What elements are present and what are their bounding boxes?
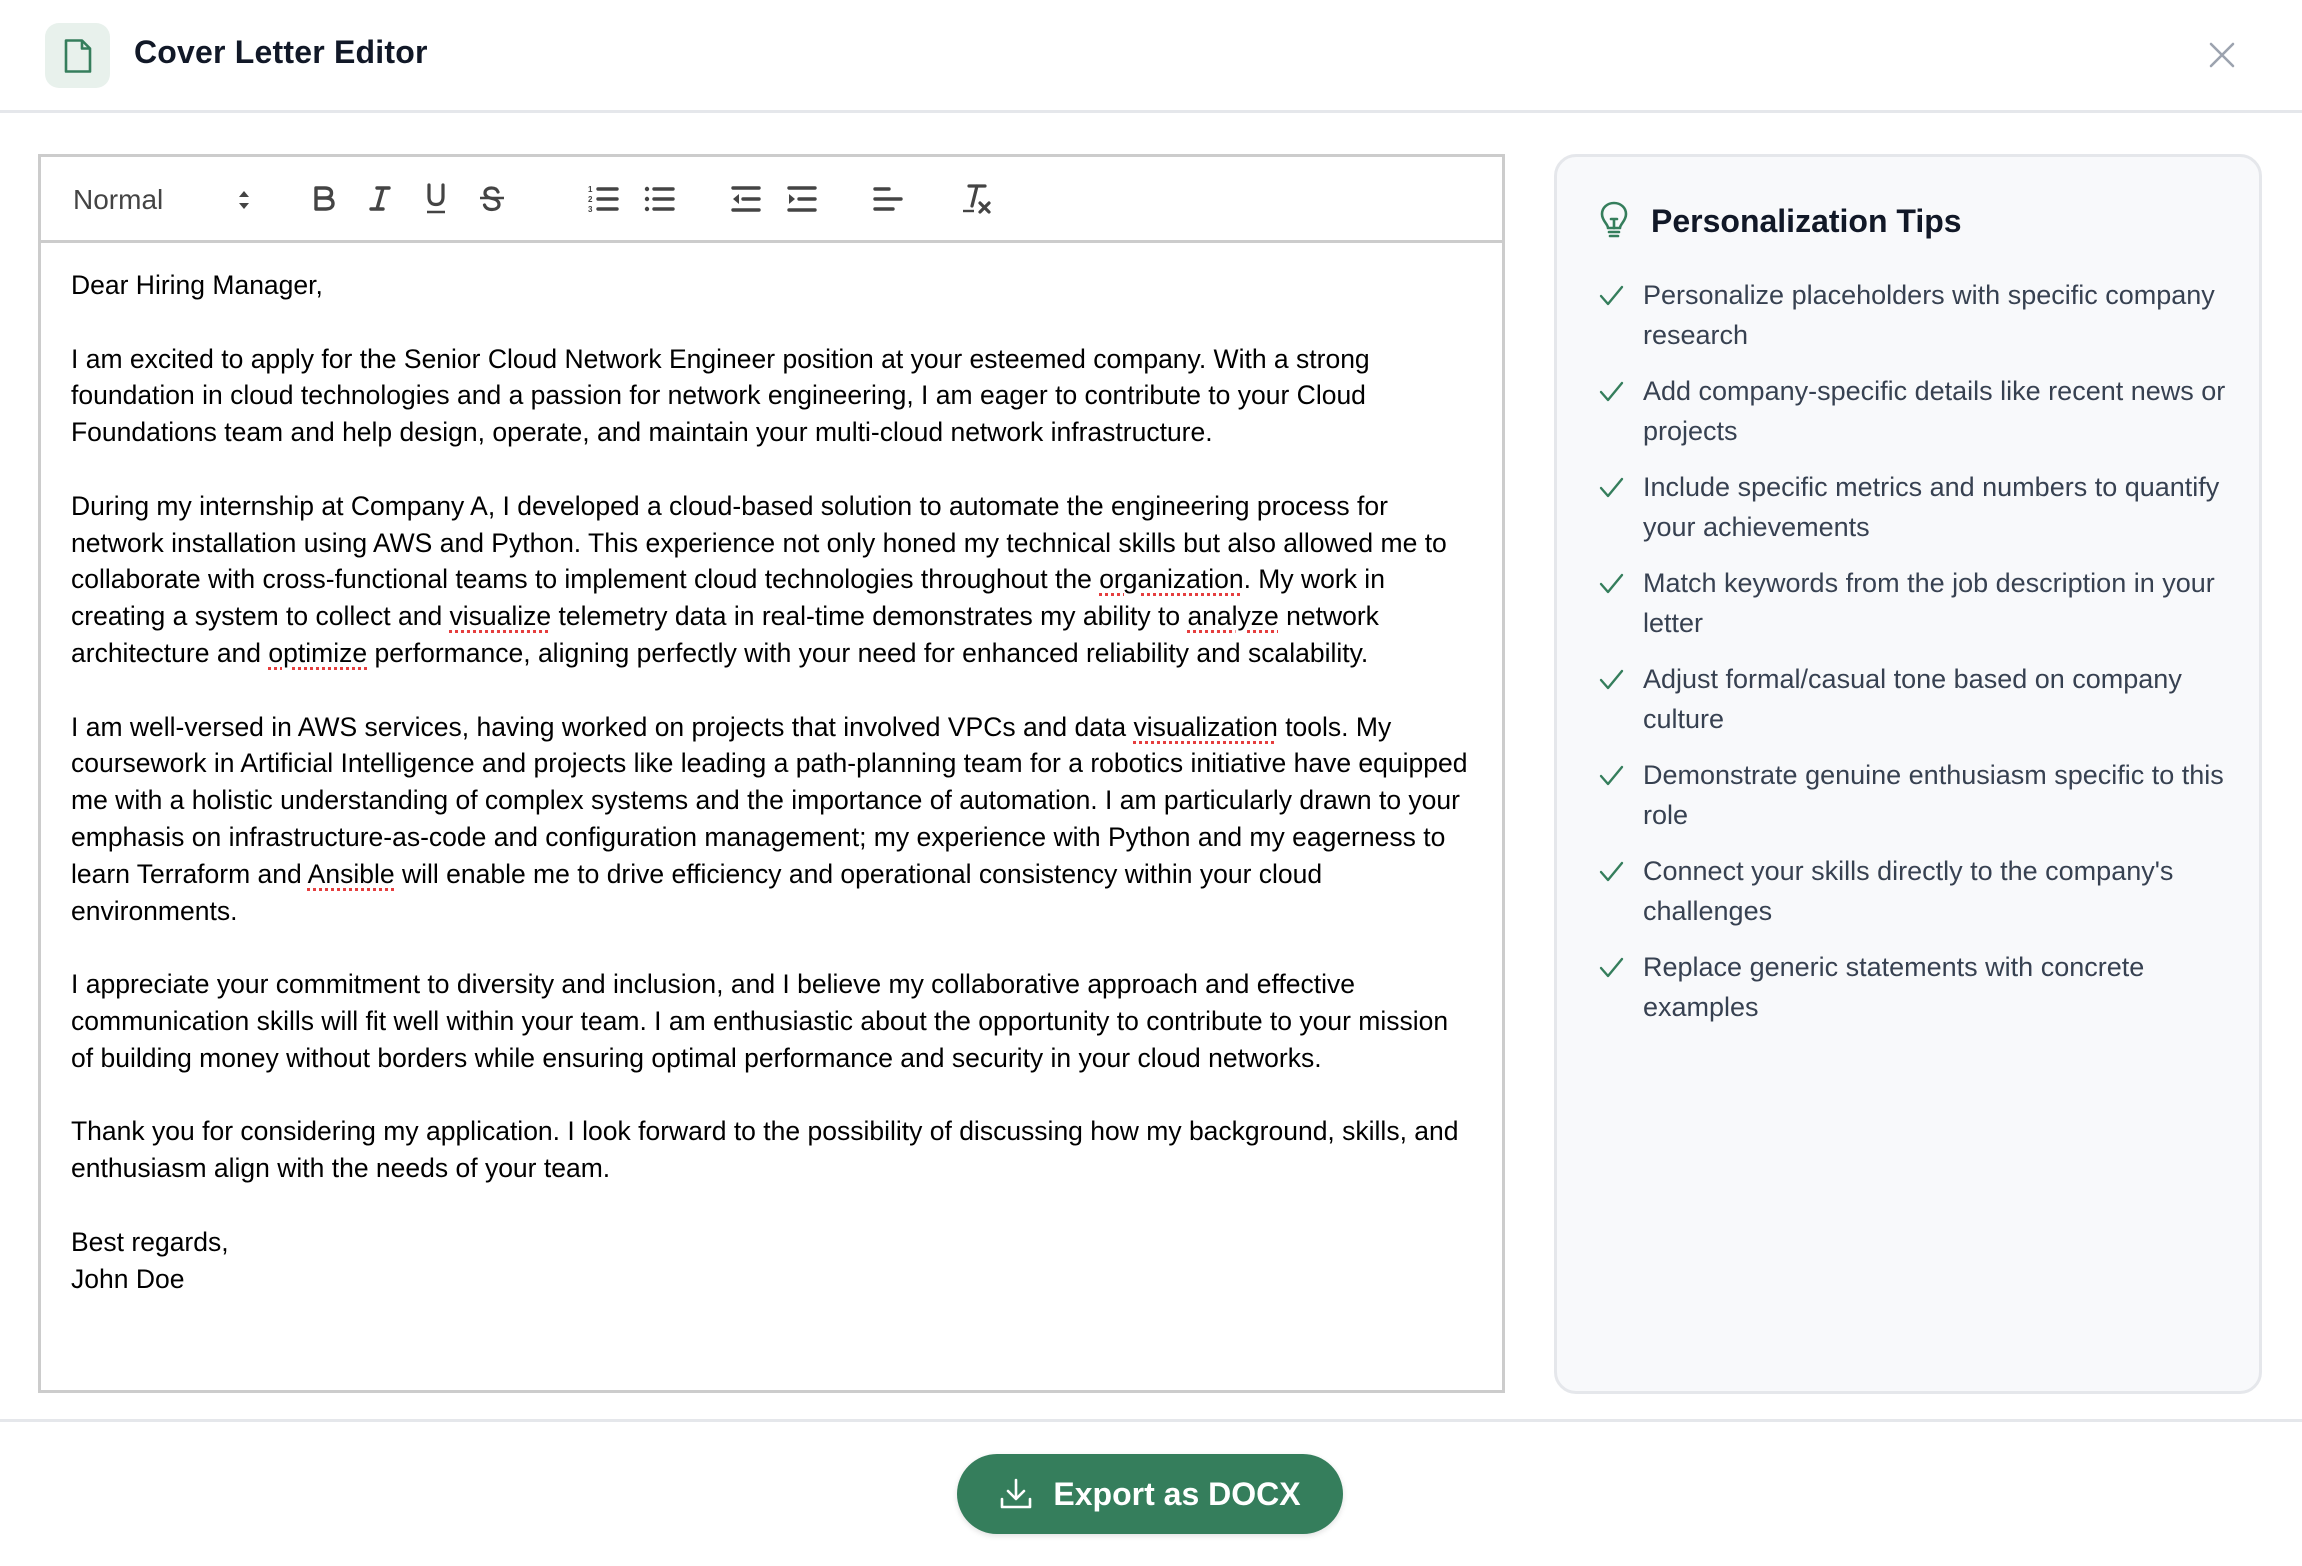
check-icon — [1597, 281, 1627, 311]
close-button[interactable] — [2205, 38, 2239, 72]
letter-signature: John Doe — [71, 1263, 185, 1294]
letter-paragraph-3: I am well-versed in AWS services, having worked on projects that involved VPCs and data visualization tools. My coursework in Artificial Intelligence and projects like leading a path-planning team for a robotics initiative have equipped me with a holistic understanding of complex systems and the importance of automation. I am particularly drawn to your emphasis on infrastructure-as-code and configuration management; my experience with Python and my eagerness to learn Terraform and Ansible will enable me to drive efficiency and operational consistency within your cloud environments. — [71, 711, 1468, 926]
outdent-button[interactable] — [725, 177, 767, 221]
underline-icon — [423, 182, 449, 216]
tip-text: Add company-specific details like recent news or projects — [1643, 376, 2226, 446]
tip-item — [1597, 947, 2237, 1027]
bullet-list-icon — [644, 184, 676, 214]
letter-paragraph-1: I am excited to apply for the Senior Cloud Network Engineer position at your esteemed company. With a strong foundation in cloud technologies and a passion for network engineering, I am eager to contribute to your Cloud Foundations team and help design, operate, and maintain your multi-cloud network infrastructure. — [71, 343, 1370, 448]
clear-formatting-button[interactable] — [955, 177, 997, 221]
italic-button[interactable] — [359, 177, 401, 221]
tips-list — [1597, 275, 2237, 1043]
strikethrough-button[interactable] — [471, 177, 513, 221]
spellcheck-word[interactable]: optimize — [268, 637, 368, 668]
tip-item — [1597, 755, 2237, 835]
letter-paragraph-2: During my internship at Company A, I developed a cloud-based solution to automate the engineering process for network installation using AWS and Python. This experience not only honed my technical skills but also allowed me to collaborate with cross-functional teams to implement cloud technologies throughout the organization. My work in creating a system to collect and visualize telemetry data in real-time demonstrates my ability to analyze network architecture and optimize performance, aligning perfectly with your need for enhanced reliability and scalability. — [71, 490, 1447, 668]
tip-item — [1597, 275, 2237, 355]
check-icon — [1597, 569, 1627, 599]
check-icon — [1597, 377, 1627, 407]
personalization-tips-panel — [1554, 154, 2262, 1394]
document-icon-badge — [45, 23, 110, 88]
footer-divider — [0, 1419, 2302, 1422]
ordered-list-icon — [588, 184, 620, 214]
tip-text: Adjust formal/casual tone based on company culture — [1643, 664, 2182, 734]
tip-item — [1597, 371, 2237, 451]
rich-text-editor — [38, 154, 1505, 1393]
tips-title: Personalization Tips — [1651, 202, 1962, 239]
spellcheck-word[interactable]: organization — [1099, 564, 1244, 595]
letter-greeting: Dear Hiring Manager, — [71, 270, 323, 300]
letter-body[interactable] — [41, 243, 1502, 1321]
page-title: Cover Letter Editor — [134, 34, 428, 70]
align-button[interactable] — [867, 177, 909, 221]
align-left-icon — [872, 184, 904, 214]
check-icon — [1597, 761, 1627, 791]
check-icon — [1597, 953, 1627, 983]
tip-item — [1597, 563, 2237, 643]
spellcheck-word[interactable]: visualize — [449, 601, 552, 632]
tip-text: Match keywords from the job description in your letter — [1643, 568, 2215, 638]
tip-item — [1597, 467, 2237, 547]
svg-text:3: 3 — [588, 205, 593, 214]
underline-button[interactable] — [415, 177, 457, 221]
bold-button[interactable] — [303, 177, 345, 221]
tip-text: Include specific metrics and numbers to quantify your achievements — [1643, 472, 2220, 542]
svg-text:1: 1 — [588, 185, 593, 194]
tips-header — [1597, 201, 1962, 241]
tip-text: Personalize placeholders with specific company research — [1643, 280, 2215, 350]
bullet-list-button[interactable] — [639, 177, 681, 221]
check-icon — [1597, 857, 1627, 887]
tip-text: Demonstrate genuine enthusiasm specific to this role — [1643, 760, 2224, 830]
spellcheck-word[interactable]: analyze — [1187, 601, 1279, 632]
tip-item — [1597, 851, 2237, 931]
indent-button[interactable] — [781, 177, 823, 221]
check-icon — [1597, 665, 1627, 695]
lightbulb-icon — [1597, 201, 1631, 241]
modal-header — [0, 0, 2302, 113]
letter-paragraph-5: Thank you for considering my application. I look forward to the possibility of discussing how my background, skills, and enthusiasm align with the needs of your team. — [71, 1116, 1459, 1184]
letter-paragraph-4: I appreciate your commitment to diversity and inclusion, and I believe my collaborative approach and effective communication skills will fit well within your team. I am enthusiastic about the opportunity to contribute to your mission of building money without borders while ensuring optimal performance and security in your cloud networks. — [71, 969, 1449, 1073]
check-icon — [1597, 473, 1627, 503]
tip-text: Replace generic statements with concrete examples — [1643, 952, 2145, 1022]
export-label: Export as DOCX — [1053, 1475, 1301, 1512]
select-arrows-icon — [235, 187, 253, 213]
tip-text: Connect your skills directly to the company's challenges — [1643, 856, 2174, 926]
spellcheck-word[interactable]: visualization — [1133, 711, 1278, 742]
editor-toolbar — [41, 157, 1502, 243]
strikethrough-icon — [478, 184, 506, 214]
clear-formatting-icon — [959, 182, 993, 216]
svg-text:2: 2 — [588, 195, 593, 204]
ordered-list-button[interactable] — [583, 177, 625, 221]
document-icon — [63, 38, 93, 74]
format-select[interactable] — [73, 181, 253, 219]
export-docx-button[interactable] — [957, 1454, 1343, 1534]
bold-icon — [311, 184, 337, 214]
download-icon — [999, 1477, 1033, 1511]
outdent-icon — [730, 184, 762, 214]
close-icon — [2208, 41, 2236, 69]
format-select-value: Normal — [73, 184, 164, 215]
spellcheck-word[interactable]: Ansible — [307, 858, 395, 889]
tip-item — [1597, 659, 2237, 739]
indent-icon — [786, 184, 818, 214]
letter-closing: Best regards, — [71, 1226, 229, 1257]
italic-icon — [367, 184, 393, 214]
